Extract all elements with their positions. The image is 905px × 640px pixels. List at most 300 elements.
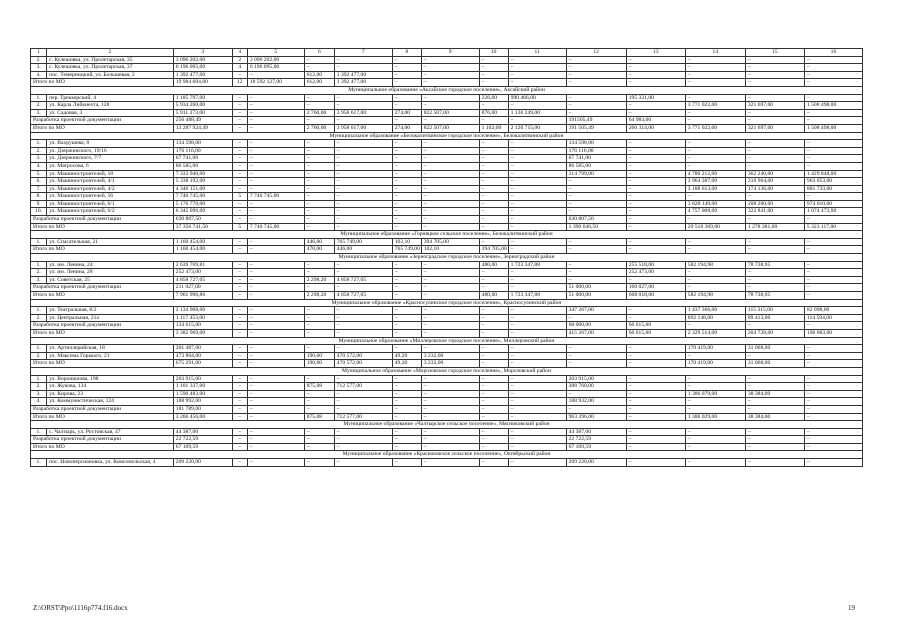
value-cell: 582 194,98 bbox=[685, 261, 745, 269]
address-cell: ул. Театральная, 8/2 bbox=[47, 307, 174, 315]
value-cell: – bbox=[421, 200, 479, 208]
value-cell: – bbox=[334, 170, 392, 178]
total-row bbox=[31, 443, 863, 451]
value-cell: – bbox=[804, 162, 862, 170]
table-row bbox=[31, 390, 863, 398]
value-cell: 203 915,00 bbox=[566, 375, 626, 383]
value-cell: – bbox=[626, 155, 685, 163]
value-cell: – bbox=[566, 405, 626, 413]
value-cell: – bbox=[745, 284, 804, 292]
value-cell: – bbox=[247, 238, 304, 246]
value-cell: – bbox=[566, 79, 626, 87]
design-docs-label: Разработка проектной документации bbox=[31, 216, 174, 224]
total-label: Итого по МО bbox=[31, 124, 174, 132]
value-cell: – bbox=[479, 345, 508, 353]
value-cell: – bbox=[392, 405, 421, 413]
value-cell: – bbox=[508, 269, 566, 277]
value-cell: – bbox=[479, 238, 508, 246]
value-cell: – bbox=[334, 345, 392, 353]
value-cell: – bbox=[804, 269, 862, 277]
value-cell: 321 697,00 bbox=[745, 102, 804, 110]
value-cell: – bbox=[508, 443, 566, 451]
value-cell: – bbox=[392, 292, 421, 300]
address-cell: ул. Кирова, 23 bbox=[47, 390, 174, 398]
section-title: Муниципальное образование «Миллеровское городское поселение», Миллеровский район bbox=[31, 337, 863, 345]
value-cell: 2 298,20 bbox=[304, 276, 334, 284]
value-cell: 2 134 908,00 bbox=[173, 307, 232, 315]
value-cell: – bbox=[508, 117, 566, 125]
value-cell: – bbox=[566, 200, 626, 208]
section-header-row bbox=[31, 421, 863, 429]
value-cell: 1 392 477,00 bbox=[334, 79, 392, 87]
value-cell: 67 109,59 bbox=[173, 443, 232, 451]
value-cell: – bbox=[745, 94, 804, 102]
value-cell: – bbox=[304, 390, 334, 398]
value-cell: 480,00 bbox=[479, 261, 508, 269]
value-cell: 274,00 bbox=[392, 109, 421, 117]
value-cell: – bbox=[626, 64, 685, 72]
value-cell: – bbox=[566, 109, 626, 117]
table-row bbox=[31, 109, 863, 117]
value-cell: – bbox=[745, 405, 804, 413]
value-cell: – bbox=[508, 345, 566, 353]
design-docs-label: Разработка проектной документации bbox=[31, 322, 174, 330]
value-cell: – bbox=[566, 94, 626, 102]
value-cell: 191 505,49 bbox=[566, 124, 626, 132]
value-cell: 1 074 473,00 bbox=[804, 208, 862, 216]
value-cell: 347 267,00 bbox=[566, 307, 626, 315]
value-cell: 51 000,00 bbox=[566, 284, 626, 292]
value-cell: – bbox=[804, 216, 862, 224]
table-row bbox=[31, 94, 863, 102]
value-cell: – bbox=[685, 269, 745, 277]
header-cell: 13 bbox=[626, 49, 685, 57]
value-cell: – bbox=[566, 185, 626, 193]
address-cell: ул. Машиностроителей, 18 bbox=[47, 170, 174, 178]
value-cell: – bbox=[626, 208, 685, 216]
value-cell: 44 387,00 bbox=[566, 428, 626, 436]
value-cell: 188 992,00 bbox=[173, 398, 232, 406]
value-cell: – bbox=[247, 398, 304, 406]
value-cell: – bbox=[392, 443, 421, 451]
section-title: Муниципальное образование «Горняцкое сельское поселение», Белокалитвинский район bbox=[31, 231, 863, 239]
value-cell: – bbox=[479, 322, 508, 330]
value-cell: – bbox=[626, 436, 685, 444]
value-cell: – bbox=[247, 345, 304, 353]
value-cell: – bbox=[566, 345, 626, 353]
value-cell: – bbox=[392, 140, 421, 148]
address-cell: ул. им. Ленина, 28 bbox=[47, 269, 174, 277]
total-row bbox=[31, 329, 863, 337]
value-cell: – bbox=[232, 322, 247, 330]
value-cell: – bbox=[566, 208, 626, 216]
value-cell: – bbox=[304, 398, 334, 406]
value-cell: – bbox=[626, 178, 685, 186]
value-cell: – bbox=[685, 64, 745, 72]
value-cell: – bbox=[566, 269, 626, 277]
value-cell: 470 572,00 bbox=[334, 352, 392, 360]
value-cell: – bbox=[626, 459, 685, 467]
section-title: Муниципальное образование «Морозовское городское поселение», Морозовский район bbox=[31, 367, 863, 375]
value-cell: – bbox=[247, 102, 304, 110]
value-cell: – bbox=[508, 200, 566, 208]
value-cell: – bbox=[804, 322, 862, 330]
value-cell: 5 bbox=[232, 193, 247, 201]
value-cell: 612,00 bbox=[304, 71, 334, 79]
value-cell: – bbox=[421, 375, 479, 383]
value-cell: 990 466,00 bbox=[508, 94, 566, 102]
value-cell: – bbox=[232, 71, 247, 79]
row-number: 4. bbox=[31, 162, 47, 170]
value-cell: 226,00 bbox=[479, 94, 508, 102]
value-cell: 582 194,98 bbox=[685, 292, 745, 300]
value-cell: – bbox=[804, 345, 862, 353]
value-cell: – bbox=[626, 314, 685, 322]
value-cell: 4 780 212,00 bbox=[685, 170, 745, 178]
value-cell: – bbox=[232, 269, 247, 277]
value-cell: – bbox=[334, 261, 392, 269]
value-cell: 1 160 454,00 bbox=[173, 238, 232, 246]
value-cell: – bbox=[685, 284, 745, 292]
value-cell: 170 419,00 bbox=[685, 345, 745, 353]
value-cell: – bbox=[421, 64, 479, 72]
value-cell: – bbox=[232, 314, 247, 322]
value-cell: – bbox=[685, 71, 745, 79]
value-cell: – bbox=[392, 390, 421, 398]
value-cell: – bbox=[745, 216, 804, 224]
row-number: 9. bbox=[31, 200, 47, 208]
value-cell: – bbox=[232, 140, 247, 148]
value-cell: – bbox=[685, 428, 745, 436]
value-cell: 473 804,00 bbox=[173, 352, 232, 360]
value-cell: 31 068,00 bbox=[745, 345, 804, 353]
total-label: Итого по МО bbox=[31, 443, 174, 451]
value-cell: – bbox=[421, 390, 479, 398]
value-cell: – bbox=[804, 276, 862, 284]
value-cell: – bbox=[247, 443, 304, 451]
value-cell: – bbox=[334, 155, 392, 163]
value-cell: – bbox=[334, 223, 392, 231]
value-cell: 1 117 453,00 bbox=[173, 314, 232, 322]
total-label: Итого по МО bbox=[31, 79, 174, 87]
value-cell: – bbox=[421, 185, 479, 193]
value-cell: – bbox=[421, 140, 479, 148]
value-cell: – bbox=[508, 216, 566, 224]
value-cell: – bbox=[804, 109, 862, 117]
value-cell: 712 577,00 bbox=[334, 413, 392, 421]
value-cell: – bbox=[232, 117, 247, 125]
value-cell: – bbox=[566, 352, 626, 360]
value-cell: – bbox=[334, 428, 392, 436]
value-cell: 1 278 381,00 bbox=[745, 223, 804, 231]
value-cell: – bbox=[334, 405, 392, 413]
value-cell: – bbox=[392, 193, 421, 201]
value-cell: – bbox=[247, 216, 304, 224]
value-cell: – bbox=[232, 360, 247, 368]
value-cell: – bbox=[392, 398, 421, 406]
value-cell: – bbox=[479, 307, 508, 315]
value-cell: 7 740 745,00 bbox=[173, 193, 232, 201]
value-cell: 875,08 bbox=[304, 383, 334, 391]
value-cell: – bbox=[304, 193, 334, 201]
value-cell: 875,08 bbox=[304, 413, 334, 421]
value-cell: – bbox=[745, 322, 804, 330]
value-cell: – bbox=[334, 284, 392, 292]
value-cell: 18 592 127,00 bbox=[247, 79, 304, 87]
value-cell: – bbox=[232, 238, 247, 246]
value-cell: 668 018,00 bbox=[626, 292, 685, 300]
value-cell: – bbox=[247, 71, 304, 79]
value-cell: – bbox=[508, 375, 566, 383]
value-cell: – bbox=[508, 352, 566, 360]
value-cell: 822 507,00 bbox=[421, 124, 479, 132]
value-cell: – bbox=[508, 459, 566, 467]
value-cell: – bbox=[626, 238, 685, 246]
value-cell: – bbox=[392, 94, 421, 102]
address-cell: с. Чалтырь, ул. Ростовская, 47 bbox=[47, 428, 174, 436]
table-row bbox=[31, 64, 863, 72]
value-cell: 892 148,00 bbox=[685, 314, 745, 322]
value-cell: 446,00 bbox=[304, 238, 334, 246]
value-cell: 394 705,00 bbox=[421, 238, 479, 246]
value-cell: 89 413,00 bbox=[745, 314, 804, 322]
row-number: 2. bbox=[31, 314, 47, 322]
value-cell: – bbox=[232, 436, 247, 444]
value-cell: – bbox=[479, 459, 508, 467]
value-cell: 181 789,00 bbox=[173, 405, 232, 413]
row-number: 7. bbox=[31, 185, 47, 193]
value-cell: – bbox=[804, 155, 862, 163]
value-cell: – bbox=[304, 261, 334, 269]
value-cell: – bbox=[508, 413, 566, 421]
value-cell: – bbox=[479, 117, 508, 125]
table-row bbox=[31, 208, 863, 216]
value-cell: – bbox=[745, 398, 804, 406]
value-cell: – bbox=[745, 56, 804, 64]
section-header-row bbox=[31, 367, 863, 375]
value-cell: – bbox=[232, 94, 247, 102]
value-cell: 86 585,00 bbox=[566, 162, 626, 170]
value-cell: – bbox=[566, 193, 626, 201]
header-cell: 12 bbox=[566, 49, 626, 57]
table-row bbox=[31, 193, 863, 201]
table-row bbox=[31, 428, 863, 436]
value-cell: – bbox=[247, 459, 304, 467]
value-cell: – bbox=[232, 383, 247, 391]
value-cell: – bbox=[479, 223, 508, 231]
value-cell: – bbox=[421, 178, 479, 186]
value-cell: – bbox=[232, 443, 247, 451]
value-cell: 102,10 bbox=[392, 238, 421, 246]
value-cell: – bbox=[421, 307, 479, 315]
value-cell: – bbox=[247, 284, 304, 292]
value-cell: – bbox=[421, 208, 479, 216]
value-cell: 12 bbox=[232, 79, 247, 87]
value-cell: – bbox=[334, 375, 392, 383]
value-cell: – bbox=[421, 56, 479, 64]
value-cell: – bbox=[479, 178, 508, 186]
value-cell: – bbox=[304, 185, 334, 193]
value-cell: – bbox=[626, 398, 685, 406]
value-cell: – bbox=[334, 117, 392, 125]
value-cell: – bbox=[392, 276, 421, 284]
value-cell: – bbox=[304, 155, 334, 163]
value-cell: – bbox=[566, 360, 626, 368]
value-cell: – bbox=[745, 140, 804, 148]
value-cell: – bbox=[304, 94, 334, 102]
header-cell: 6 bbox=[304, 49, 334, 57]
value-cell: – bbox=[745, 238, 804, 246]
value-cell: – bbox=[304, 178, 334, 186]
value-cell: – bbox=[685, 459, 745, 467]
row-number: 3. bbox=[31, 276, 47, 284]
value-cell: 1 160 454,00 bbox=[173, 246, 232, 254]
value-cell: – bbox=[566, 71, 626, 79]
value-cell: 2 298,20 bbox=[304, 292, 334, 300]
value-cell: 5 934 260,00 bbox=[173, 102, 232, 110]
value-cell: 1 392 477,00 bbox=[173, 71, 232, 79]
total-label: Итого по МО bbox=[31, 360, 174, 368]
value-cell: – bbox=[232, 162, 247, 170]
header-cell: 3 bbox=[173, 49, 232, 57]
value-cell: – bbox=[247, 413, 304, 421]
value-cell: – bbox=[247, 383, 304, 391]
value-cell: – bbox=[685, 140, 745, 148]
row-number: 1. bbox=[31, 261, 47, 269]
value-cell: 252 473,00 bbox=[626, 269, 685, 277]
value-cell: – bbox=[304, 117, 334, 125]
header-cell: 11 bbox=[508, 49, 566, 57]
section-title: Муниципальное образование «Аксайское городское поселение», Аксайский район bbox=[31, 86, 863, 94]
value-cell: – bbox=[626, 246, 685, 254]
value-cell: – bbox=[392, 307, 421, 315]
value-cell: 5 bbox=[232, 223, 247, 231]
value-cell: 963 053,00 bbox=[804, 178, 862, 186]
value-cell: – bbox=[508, 178, 566, 186]
value-cell: – bbox=[685, 398, 745, 406]
value-cell: – bbox=[626, 405, 685, 413]
value-cell: – bbox=[479, 193, 508, 201]
value-cell: 4 858 727,05 bbox=[334, 276, 392, 284]
address-cell: ул. Машиностроителей, 4/1 bbox=[47, 178, 174, 186]
section-title: Муниципальное образование «Красносулинское городское поселение», Красносулинский район bbox=[31, 299, 863, 307]
value-cell: – bbox=[247, 314, 304, 322]
address-cell: ул. Центральная, 21а bbox=[47, 314, 174, 322]
value-cell: 204 728,00 bbox=[745, 329, 804, 337]
value-cell: – bbox=[421, 383, 479, 391]
value-cell: – bbox=[685, 193, 745, 201]
value-cell: 176 116,00 bbox=[566, 147, 626, 155]
value-cell: 20 518 369,00 bbox=[685, 223, 745, 231]
value-cell: – bbox=[392, 64, 421, 72]
value-cell: – bbox=[508, 360, 566, 368]
value-cell: – bbox=[508, 436, 566, 444]
value-cell: – bbox=[685, 276, 745, 284]
value-cell: – bbox=[304, 216, 334, 224]
value-cell: 67 109,59 bbox=[566, 443, 626, 451]
value-cell: – bbox=[479, 71, 508, 79]
value-cell: – bbox=[334, 193, 392, 201]
value-cell: – bbox=[508, 390, 566, 398]
value-cell: – bbox=[804, 383, 862, 391]
value-cell: – bbox=[745, 193, 804, 201]
header-cell: 5 bbox=[247, 49, 304, 57]
value-cell: – bbox=[334, 102, 392, 110]
value-cell: – bbox=[421, 428, 479, 436]
value-cell: – bbox=[626, 193, 685, 201]
value-cell: – bbox=[508, 170, 566, 178]
value-cell: 630 807,50 bbox=[173, 216, 232, 224]
value-cell: 1 437 366,00 bbox=[685, 307, 745, 315]
value-cell: – bbox=[392, 375, 421, 383]
value-cell: 314 799,00 bbox=[566, 170, 626, 178]
value-cell: – bbox=[804, 193, 862, 201]
value-cell: – bbox=[479, 428, 508, 436]
value-cell: – bbox=[745, 276, 804, 284]
value-cell: 446,00 bbox=[334, 246, 392, 254]
row-number: 2. bbox=[31, 269, 47, 277]
table-row bbox=[31, 71, 863, 79]
row-number: 4. bbox=[31, 71, 47, 79]
value-cell: 2 760,00 bbox=[304, 124, 334, 132]
design-docs-row bbox=[31, 436, 863, 444]
value-cell: – bbox=[804, 360, 862, 368]
value-cell: – bbox=[334, 269, 392, 277]
value-cell: 1 508 498,00 bbox=[804, 102, 862, 110]
value-cell: – bbox=[508, 223, 566, 231]
value-cell: – bbox=[479, 56, 508, 64]
value-cell: 470 572,00 bbox=[334, 360, 392, 368]
value-cell: 3 382 969,00 bbox=[173, 329, 232, 337]
value-cell: – bbox=[479, 383, 508, 391]
total-row bbox=[31, 223, 863, 231]
value-cell: – bbox=[479, 185, 508, 193]
value-cell: – bbox=[392, 436, 421, 444]
value-cell: – bbox=[508, 284, 566, 292]
value-cell: – bbox=[804, 94, 862, 102]
value-cell: – bbox=[626, 185, 685, 193]
value-cell: 480,00 bbox=[479, 292, 508, 300]
value-cell: 5 323 117,00 bbox=[804, 223, 862, 231]
value-cell: – bbox=[421, 147, 479, 155]
value-cell: – bbox=[232, 413, 247, 421]
value-cell: – bbox=[685, 79, 745, 87]
value-cell: 1 508 498,00 bbox=[804, 124, 862, 132]
value-cell: – bbox=[508, 314, 566, 322]
value-cell: – bbox=[508, 398, 566, 406]
row-number: 2. bbox=[31, 102, 47, 110]
value-cell: 1 386 029,00 bbox=[685, 413, 745, 421]
row-number: 3. bbox=[31, 109, 47, 117]
value-cell: – bbox=[304, 162, 334, 170]
row-number: 1. bbox=[31, 307, 47, 315]
value-cell: – bbox=[745, 64, 804, 72]
address-cell: ул. Жукова, 134 bbox=[47, 383, 174, 391]
value-cell: 255 518,00 bbox=[626, 261, 685, 269]
table-row bbox=[31, 140, 863, 148]
value-cell: – bbox=[232, 102, 247, 110]
value-cell: 630 807,50 bbox=[566, 216, 626, 224]
value-cell: 675 291,00 bbox=[173, 360, 232, 368]
value-cell: 881 733,00 bbox=[804, 185, 862, 193]
section-header-row bbox=[31, 451, 863, 459]
value-cell: – bbox=[804, 64, 862, 72]
value-cell: – bbox=[392, 185, 421, 193]
value-cell: – bbox=[479, 155, 508, 163]
value-cell: – bbox=[334, 162, 392, 170]
value-cell: – bbox=[685, 375, 745, 383]
value-cell: – bbox=[685, 405, 745, 413]
